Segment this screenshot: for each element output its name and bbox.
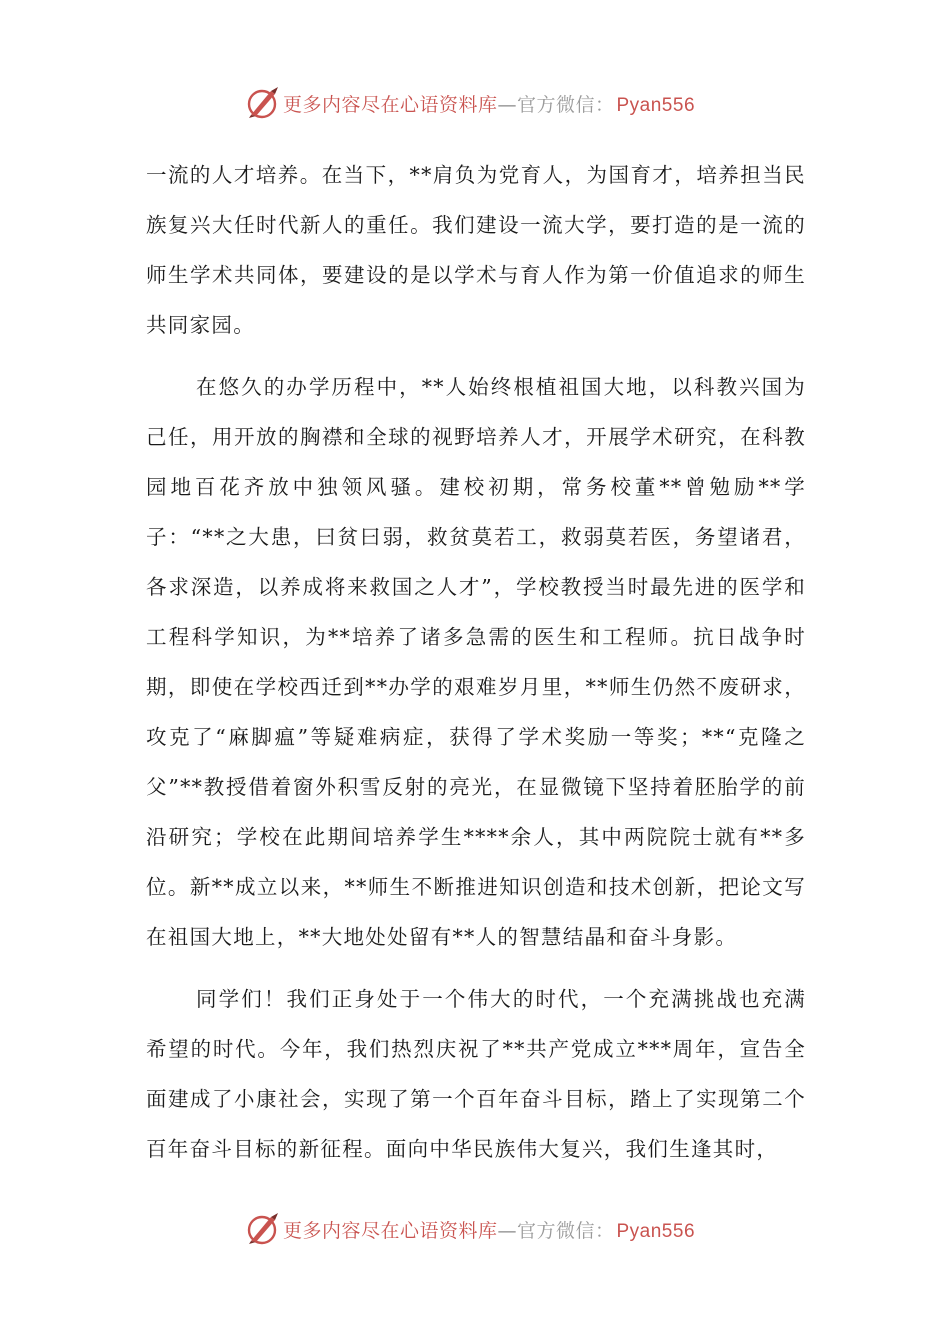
paragraph-students: 同学们！我们正身处于一个伟大的时代，一个充满挑战也充满希望的时代。今年，我们热烈庆祝了**共产党成立***周年，宣告全面建成了小康社会，实现了第一个百年奋斗目标，踏上了实现第二个百年奋斗目标的新征程。面向中华民族伟大复兴，我们生逢其时， xyxy=(146,987,806,1161)
quill-pen-logo-icon xyxy=(245,1211,281,1247)
quill-pen-logo-icon xyxy=(245,85,281,121)
header-banner-main: 更多内容尽在心语资料库 xyxy=(282,93,498,116)
header-banner-separator: — xyxy=(497,93,517,116)
footer-banner xyxy=(0,1209,950,1249)
footer-banner-text xyxy=(283,1216,695,1243)
footer-banner-inner xyxy=(245,1211,695,1247)
footer-banner-separator: — xyxy=(497,1219,517,1242)
paragraph-continued: 一流的人才培养。在当下，**肩负为党育人，为国育才，培养担当民族复兴大任时代新人的重任。我们建设一流大学，要打造的是一流的师生学术共同体，要建设的是以学术与育人作为第一价值追求的师生共同家园。 xyxy=(146,163,806,337)
document-body xyxy=(146,150,806,1174)
header-banner xyxy=(0,83,950,123)
footer-banner-wechat-id: Pyan556 xyxy=(616,1220,696,1242)
header-banner-wechat-id: Pyan556 xyxy=(616,94,696,116)
header-banner-text xyxy=(283,90,695,117)
header-banner-wechat-label: 官方微信： xyxy=(516,93,615,116)
header-banner-inner xyxy=(245,85,695,121)
footer-banner-wechat-label: 官方微信： xyxy=(516,1219,615,1242)
footer-banner-main: 更多内容尽在心语资料库 xyxy=(282,1219,498,1242)
paragraph-history: 在悠久的办学历程中，**人始终根植祖国大地，以科教兴国为己任，用开放的胸襟和全球的视野培养人才，开展学术研究，在科教园地百花齐放中独领风骚。建校初期，常务校董**曾勉励**学子：“**之大患，曰贫曰弱，救贫莫若工，救弱莫若医，务望诸君，各求深造，以养成将来救国之人才”，学校教授当时最先进的医学和工程科学知识，为**培养了诸多急需的医生和工程师。抗日战争时期，即使在学校西迁到**办学的艰难岁月里，**师生仍然不废研求，攻克了“麻脚瘟”等疑难病症，获得了学术奖励一等奖；**“克隆之父”**教授借着窗外积雪反射的亮光，在显微镜下坚持着胚胎学的前沿研究；学校在此期间培养学生****余人，其中两院院士就有**多位。新**成立以来，**师生不断推进知识创造和技术创新，把论文写在祖国大地上，**大地处处留有**人的智慧结晶和奋斗身影。 xyxy=(146,375,806,949)
